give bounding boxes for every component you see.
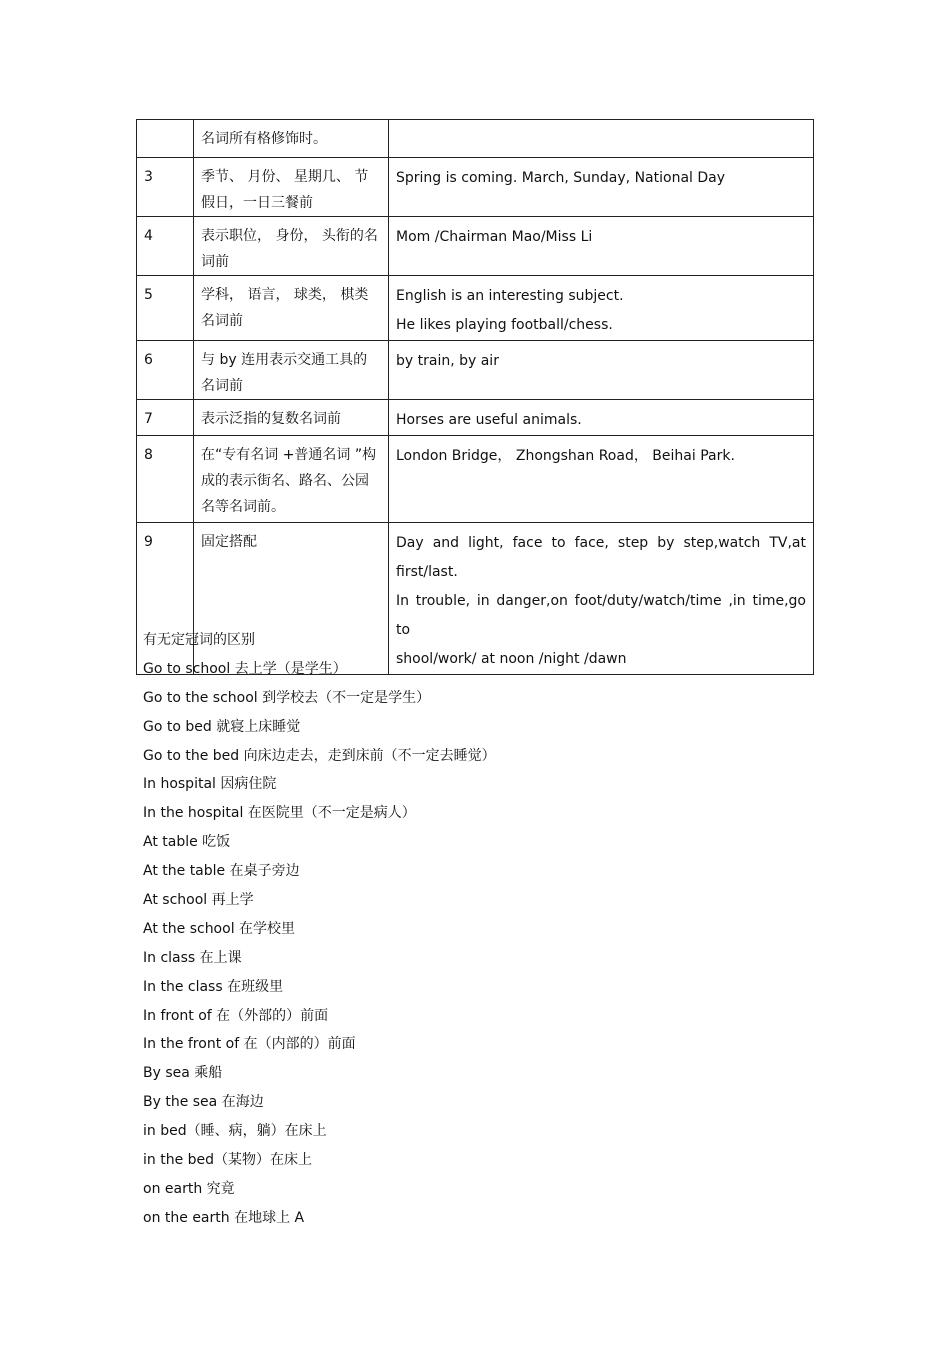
list-item: At school 再上学	[143, 892, 254, 909]
list-item: At table 吃饭	[143, 834, 231, 851]
example-line: London Bridge， Zhongshan Road， Beihai Park.	[396, 448, 735, 464]
usage-rule-text: 在“专有名词 +普通名词 ”构成的表示街名、路名、公园名等名词前。	[201, 447, 377, 515]
example-line: Day and light, face to face, step by step,watch TV,at	[396, 535, 806, 551]
usage-examples	[389, 120, 814, 158]
list-item: in bed（睡、病，躺）在床上	[143, 1123, 327, 1140]
list-item: At the table 在桌子旁边	[143, 863, 300, 880]
row-number	[137, 120, 194, 158]
row-number: 8	[137, 436, 194, 523]
list-item: At the school 在学校里	[143, 920, 296, 937]
section-heading: 有无定冠词的区别	[143, 632, 255, 648]
usage-rule	[194, 120, 389, 158]
row-number: 4	[137, 217, 194, 276]
usage-examples	[389, 158, 814, 217]
table-row	[137, 217, 814, 276]
example-line: by train, by air	[396, 353, 499, 369]
table-row	[137, 436, 814, 523]
list-item: on earth 究竟	[143, 1180, 235, 1197]
usage-rule-text: 名词所有格修饰时。	[201, 131, 327, 147]
list-item: In the front of 在（内部的）前面	[143, 1036, 356, 1053]
row-number: 7	[137, 400, 194, 436]
usage-rule-text: 表示泛指的复数名词前	[201, 411, 341, 427]
usage-rule-text: 与 by 连用表示交通工具的名词前	[201, 352, 368, 394]
example-line: Spring is coming. March, Sunday, National Day	[396, 170, 726, 186]
row-number: 5	[137, 276, 194, 341]
row-number: 9	[137, 523, 194, 675]
usage-rule	[194, 158, 389, 217]
table-body	[137, 120, 814, 675]
list-item: In class 在上课	[143, 949, 242, 966]
table-row	[137, 158, 814, 217]
list-item: Go to the bed 向床边走去，走到床前（不一定去睡觉）	[143, 747, 496, 764]
list-item: By sea 乘船	[143, 1065, 223, 1082]
usage-examples	[389, 276, 814, 341]
example-line: He likes playing football/chess.	[396, 317, 613, 333]
row-number: 3	[137, 158, 194, 217]
example-line: Mom /Chairman Mao/Miss Li	[396, 229, 593, 245]
table-row	[137, 276, 814, 341]
row-number: 6	[137, 341, 194, 400]
list-item: In hospital 因病住院	[143, 776, 277, 793]
usage-examples	[389, 341, 814, 400]
usage-examples	[389, 217, 814, 276]
list-item: In the class 在班级里	[143, 978, 284, 995]
example-line: English is an interesting subject.	[396, 288, 624, 304]
list-item: In the hospital 在医院里（不一定是病人）	[143, 805, 416, 822]
usage-rule-text: 学科， 语言， 球类， 棋类名词前	[201, 287, 369, 329]
usage-rule	[194, 436, 389, 523]
example-line: shool/work/ at noon /night /dawn	[396, 651, 627, 667]
phrase-list	[143, 626, 823, 1233]
usage-rule	[194, 217, 389, 276]
example-line: In trouble, in danger,on foot/duty/watch/time ,in time,go to	[396, 593, 806, 638]
usage-examples	[389, 436, 814, 523]
example-line: Horses are useful animals.	[396, 412, 582, 428]
list-item: in the bed（某物）在床上	[143, 1152, 313, 1169]
article-usage-table	[136, 119, 814, 675]
table-row	[137, 120, 814, 158]
list-item: Go to school 去上学（是学生）	[143, 660, 347, 677]
usage-rule	[194, 341, 389, 400]
example-line: first/last.	[396, 564, 458, 580]
list-item: Go to the school 到学校去（不一定是学生）	[143, 689, 431, 706]
list-item: on the earth 在地球上 A	[143, 1209, 305, 1226]
list-item: Go to bed 就寝上床睡觉	[143, 718, 301, 735]
usage-rule-text: 表示职位， 身份， 头衔的名词前	[201, 228, 378, 270]
usage-rule-text: 季节、 月份、 星期几、 节假日，一日三餐前	[201, 169, 369, 211]
list-item: By the sea 在海边	[143, 1094, 264, 1111]
table-row	[137, 341, 814, 400]
usage-rule	[194, 400, 389, 436]
usage-rule-text: 固定搭配	[201, 534, 257, 550]
table-row	[137, 400, 814, 436]
list-item: In front of 在（外部的）前面	[143, 1007, 329, 1024]
usage-examples	[389, 400, 814, 436]
usage-rule	[194, 276, 389, 341]
